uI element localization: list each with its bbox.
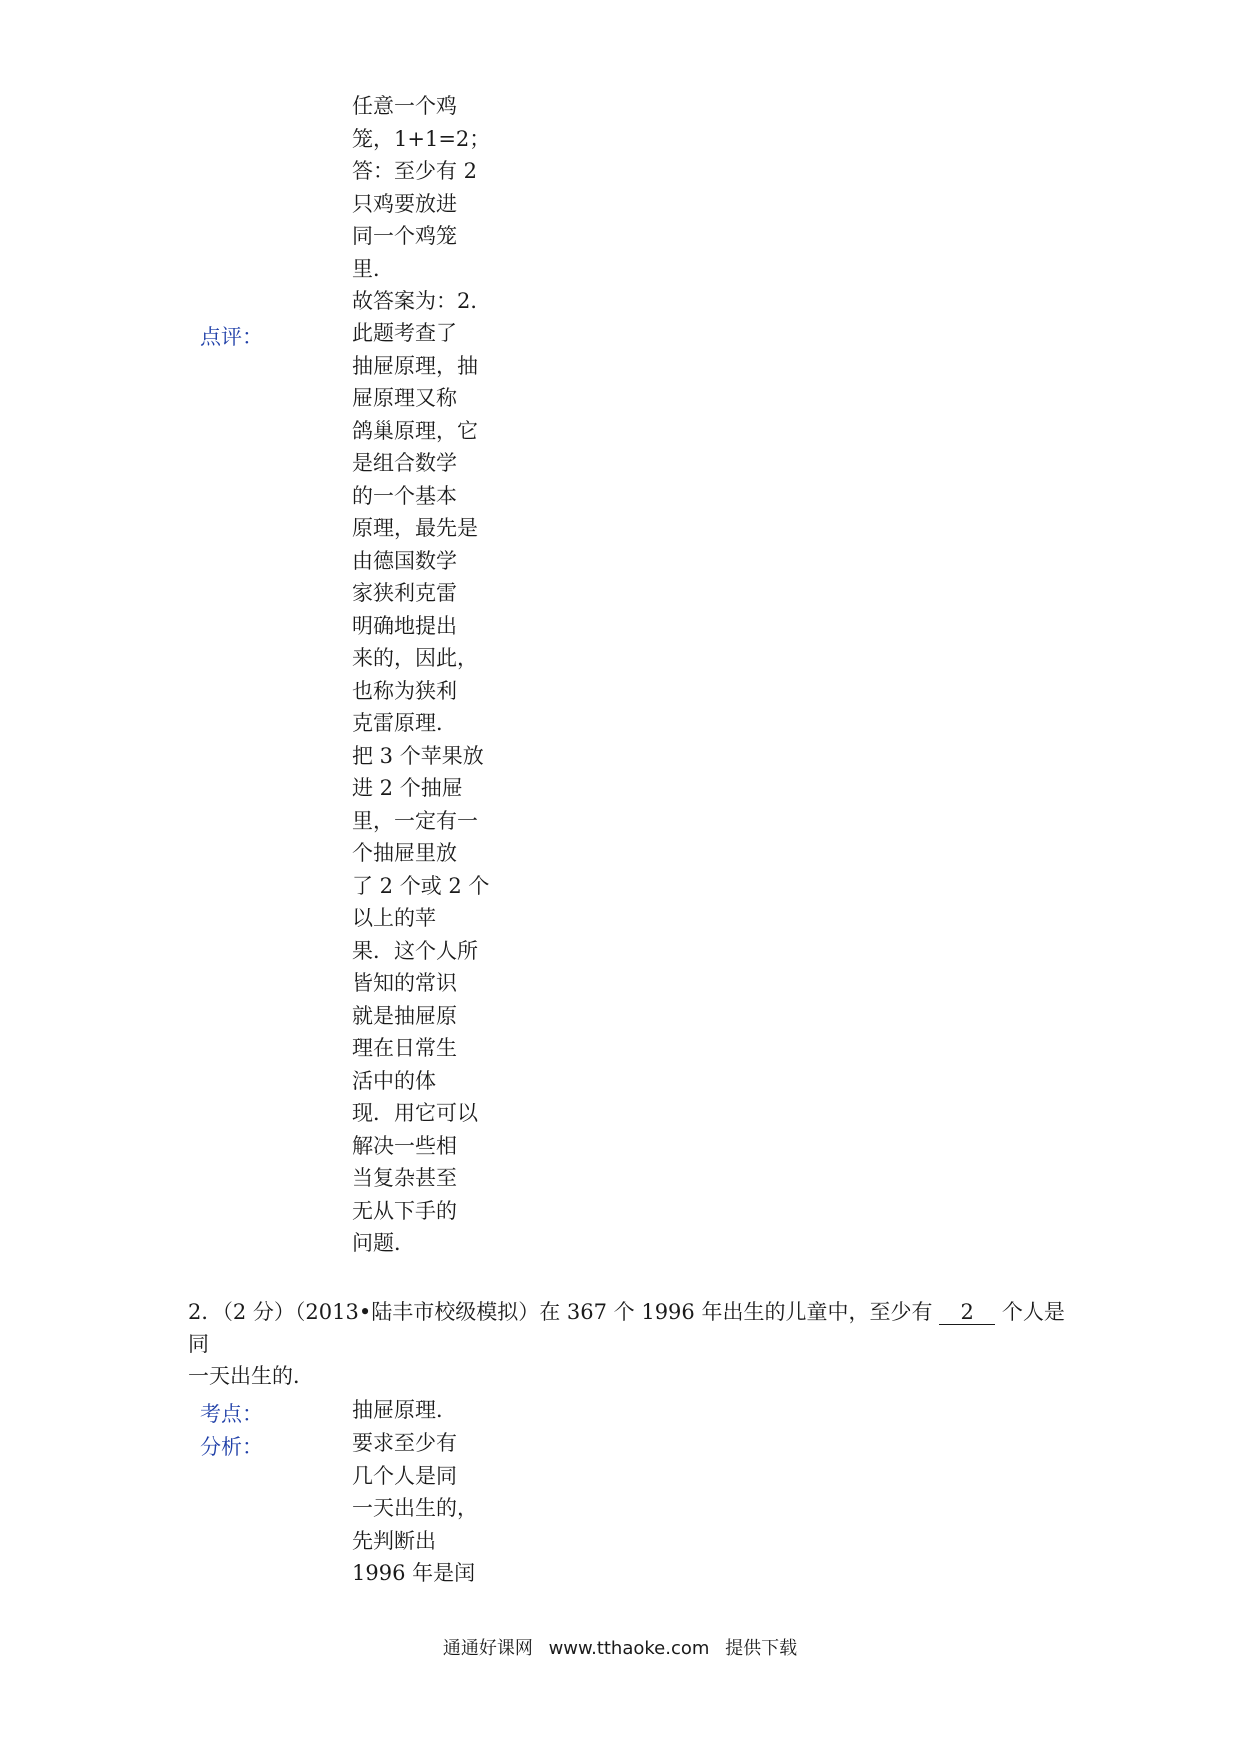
fenxi-text (352, 1427, 492, 1590)
question-2-text-after: 个人是同 (188, 1300, 1065, 1356)
text-line: 先判断出 (352, 1528, 436, 1553)
question-2 (188, 1296, 1068, 1392)
question-2-line-2: 一天出生的． (188, 1364, 314, 1388)
footer-site-name: 通通好课网 (442, 1638, 533, 1659)
text-line: 个抽屉里放 (352, 841, 457, 865)
kaodian-text: 抽屉原理． (352, 1398, 457, 1422)
text-line: 抽屉原理，抽 (352, 353, 478, 378)
text-line: 现．用它可以 (352, 1101, 478, 1125)
text-line: 也称为狭利 (352, 678, 457, 703)
text-line: 故答案为：2． (352, 289, 492, 313)
answer-continuation (352, 90, 492, 318)
text-line: 明确地提出 (352, 613, 457, 638)
question-2-text: 2．（2 分）（2013•陆丰市校级模拟）在 367 个 1996 年出生的儿童中，至少有 (188, 1300, 933, 1324)
text-line: 以上的苹 (352, 906, 436, 930)
text-line: 由德国数学 (352, 548, 457, 573)
text-line: 当复杂甚至 (352, 1166, 457, 1190)
comment-text (352, 317, 492, 1260)
text-line: 把 3 个苹果放 (352, 743, 484, 768)
comment-label: 点评： (200, 325, 263, 349)
question-2-answer-blank: 2 (939, 1300, 995, 1325)
text-line: 进 2 个抽屉 (352, 776, 463, 800)
text-line: 无从下手的 (352, 1198, 457, 1223)
text-line: 1996 年是闰 (352, 1561, 476, 1585)
text-line: 克雷原理． (352, 711, 457, 735)
text-line: 屉原理又称 (352, 386, 457, 410)
text-line: 解决一些相 (352, 1133, 457, 1158)
kaodian-label: 考点： (200, 1402, 263, 1426)
text-line: 的一个基本 (352, 483, 457, 508)
fenxi-label: 分析： (200, 1435, 263, 1459)
text-line: 任意一个鸡 (352, 94, 457, 118)
text-line: 家狭利克雷 (352, 581, 457, 605)
text-line: 只鸡要放进 (352, 191, 457, 216)
text-line: 果．这个人所 (352, 938, 478, 963)
text-line: 了 2 个或 2 个 (352, 873, 490, 898)
text-line: 皆知的常识 (352, 971, 457, 995)
text-line: 里． (352, 256, 394, 281)
text-line: 要求至少有 (352, 1431, 457, 1455)
text-line: 一天出生的， (352, 1496, 478, 1520)
text-line: 问题． (352, 1231, 415, 1255)
footer-url[interactable]: www.tthaoke.com (548, 1638, 710, 1659)
text-line: 来的，因此， (352, 646, 478, 670)
text-line: 几个人是同 (352, 1463, 457, 1488)
text-line: 答：至少有 2 (352, 159, 478, 183)
page-footer (0, 1634, 1240, 1660)
question-2-line-1 (188, 1296, 1068, 1360)
footer-suffix: 提供下载 (725, 1638, 798, 1659)
text-line: 活中的体 (352, 1068, 436, 1093)
text-line: 笼，1+1=2； (352, 126, 491, 151)
text-line: 理在日常生 (352, 1036, 457, 1060)
text-line: 同一个鸡笼 (352, 224, 457, 248)
text-line: 就是抽屉原 (352, 1003, 457, 1028)
text-line: 里，一定有一 (352, 808, 478, 833)
text-line: 鸽巢原理，它 (352, 418, 478, 443)
text-line: 此题考查了 (352, 321, 457, 345)
text-line: 是组合数学 (352, 451, 457, 475)
text-line: 原理，最先是 (352, 516, 478, 540)
